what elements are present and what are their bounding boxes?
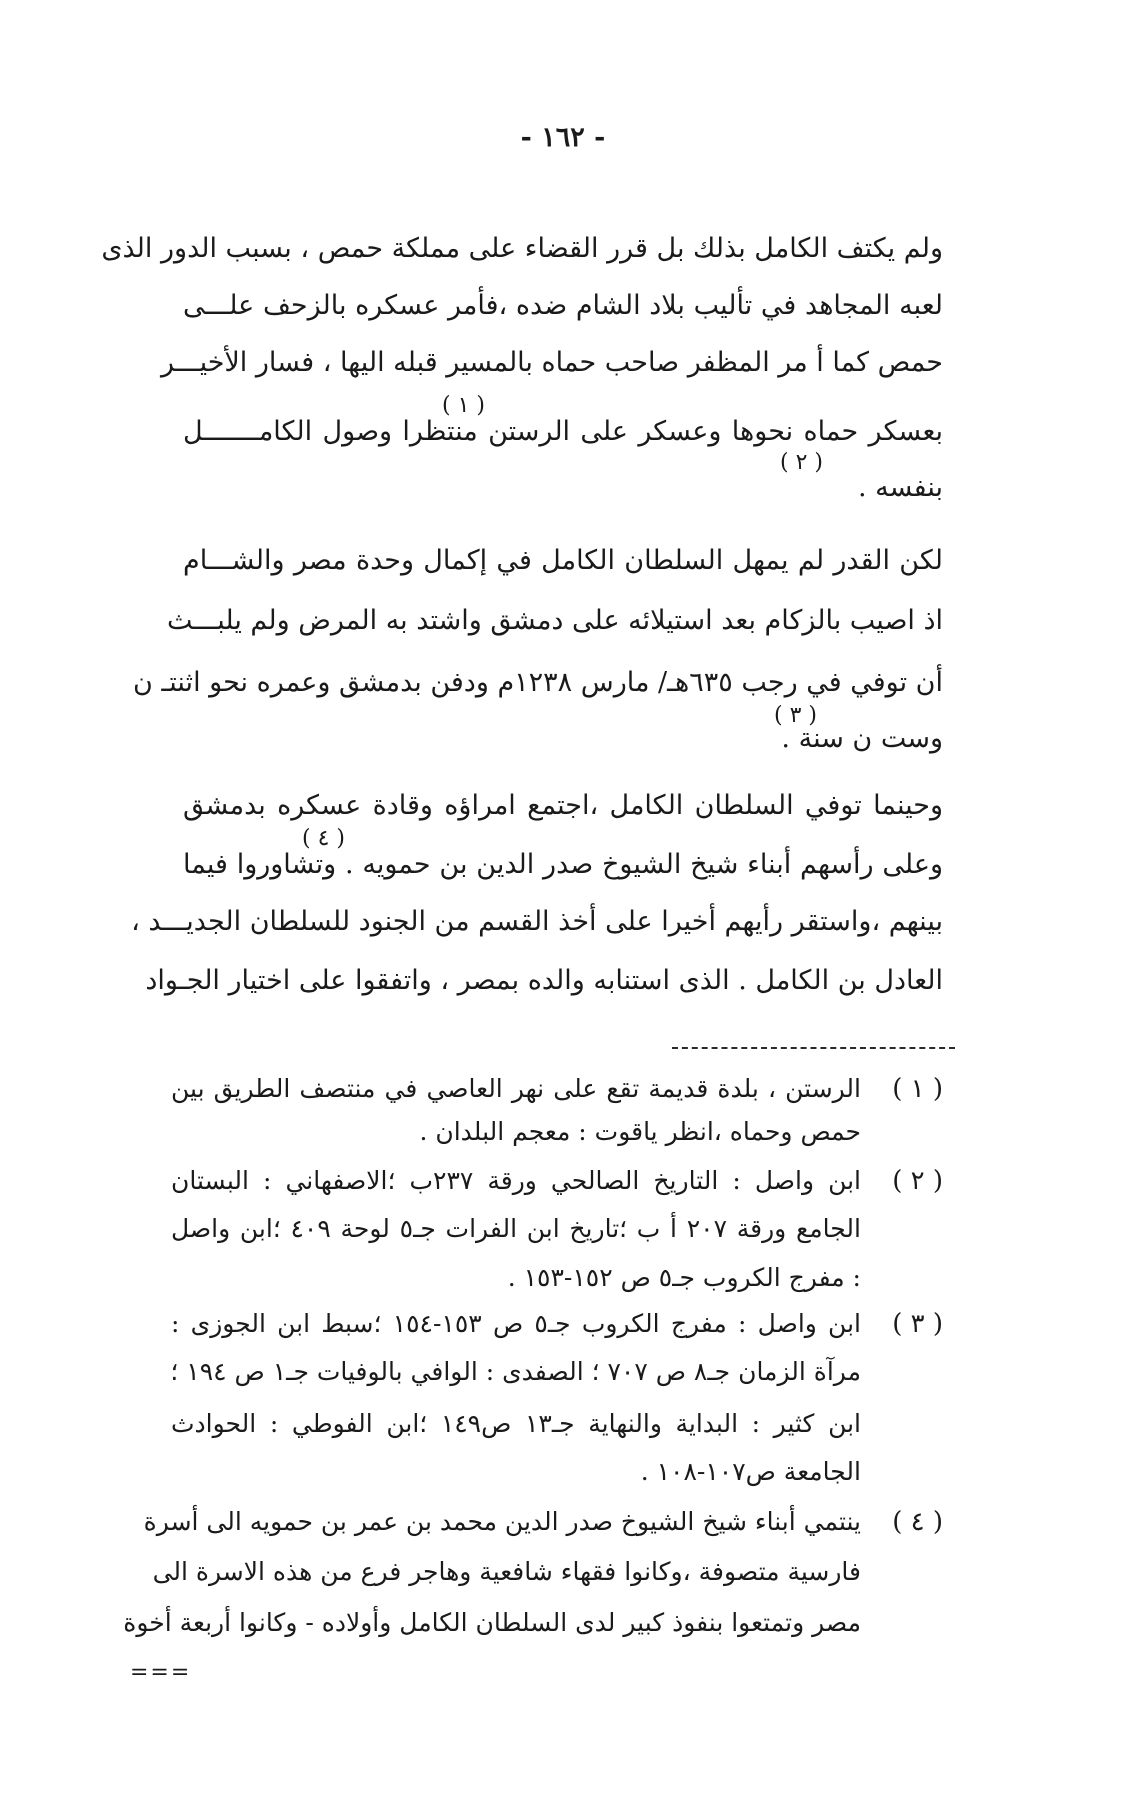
footnote-line: ابن واصل : التاريخ الصالحي ورقة ٢٣٧ب ؛الاصفهاني : البستان	[171, 1166, 861, 1195]
footnote-line: الجامع ورقة ٢٠٧ أ ب ؛تاريخ ابن الفرات جـ٥ لوحة ٤٠٩ ؛ابن واصل	[171, 1214, 861, 1243]
end-mark: ===	[130, 1660, 192, 1685]
footnote-line: حمص وحماه ،انظر ياقوت : معجم البلدان .	[419, 1117, 861, 1146]
body-line: بينهم ،واستقر رأيهم أخيرا على أخذ القسم من الجنود للسلطان الجديـــد ،	[131, 906, 943, 937]
footnote-number: ( ١ )	[892, 1074, 943, 1104]
body-line: بنفسه .	[857, 472, 943, 503]
footnote-ref: ( ٢ )	[780, 450, 823, 475]
body-line: وعلى رأسهم أبناء شيخ الشيوخ صدر الدين بن حمويه . وتشاوروا فيما	[183, 849, 943, 880]
footnote-ref: ( ٤ )	[302, 826, 345, 851]
footnote-number: ( ٢ )	[892, 1166, 943, 1196]
footnote-line: مصر وتمتعوا بنفوذ كبير لدى السلطان الكامل وأولاده - وكانوا أربعة أخوة	[123, 1608, 861, 1637]
footnote-line: ابن كثير : البداية والنهاية جـ١٣ ص١٤٩ ؛ابن الفوطي : الحوادث	[171, 1409, 862, 1438]
footnote-line: الجامعة ص١٠٧-١٠٨ .	[640, 1457, 861, 1486]
body-line: لكن القدر لم يمهل السلطان الكامل في إكمال وحدة مصر والشـــام	[183, 545, 943, 576]
body-line: العادل بن الكامل . الذى استنابه والده بمصر ، واتفقوا على اختيار الجـواد	[145, 965, 943, 996]
footnote-number: ( ٣ )	[892, 1309, 943, 1339]
footnote-ref: ( ١ )	[442, 393, 485, 418]
footnote-line: الرستن ، بلدة قديمة تقع على نهر العاصي في منتصف الطريق بين	[171, 1074, 861, 1103]
page-number: - ١٦٢ -	[520, 122, 606, 153]
body-line: اذ اصيب بالزكام بعد استيلائه على دمشق واشتد به المرض ولم يلبـــث	[167, 605, 943, 636]
footnote-divider	[672, 1047, 955, 1049]
body-line: ولم يكتف الكامل بذلك بل قرر القضاء على مملكة حمص ، بسبب الدور الذى	[101, 233, 943, 264]
body-line: أن توفي في رجب ٦٣٥هـ/ مارس ١٢٣٨م ودفن بدمشق وعمره نحو اثنتـ ن	[132, 667, 943, 698]
body-line: حمص كما أ مر المظفر صاحب حماه بالمسير قبله اليها ، فسار الأخيـــر	[160, 347, 943, 378]
footnote-line: ابن واصل : مفرج الكروب جـ٥ ص ١٥٣-١٥٤ ؛سبط ابن الجوزى :	[171, 1309, 861, 1338]
body-line: بعسكر حماه نحوها وعسكر على الرستن منتظرا وصول الكامـــــــل	[183, 416, 943, 447]
footnote-ref: ( ٣ )	[774, 703, 817, 728]
body-line: وست ن سنة .	[781, 723, 943, 754]
footnote-number: ( ٤ )	[892, 1507, 943, 1537]
footnote-line: ينتمي أبناء شيخ الشيوخ صدر الدين محمد بن عمر بن حمويه الى أسرة	[143, 1507, 861, 1536]
body-line: وحينما توفي السلطان الكامل ،اجتمع امراؤه وقادة عسكره بدمشق	[183, 790, 943, 821]
footnote-line: : مفرج الكروب جـ٥ ص ١٥٢-١٥٣ .	[507, 1263, 861, 1292]
body-line: لعبه المجاهد في تأليب بلاد الشام ضده ،فأمر عسكره بالزحف علـــى	[183, 290, 943, 321]
footnote-line: مرآة الزمان جـ٨ ص ٧٠٧ ؛ الصفدى : الوافي بالوفيات جـ١ ص ١٩٤ ؛	[170, 1357, 861, 1386]
footnote-line: فارسية متصوفة ،وكانوا فقهاء شافعية وهاجر فرع من هذه الاسرة الى	[152, 1557, 861, 1586]
